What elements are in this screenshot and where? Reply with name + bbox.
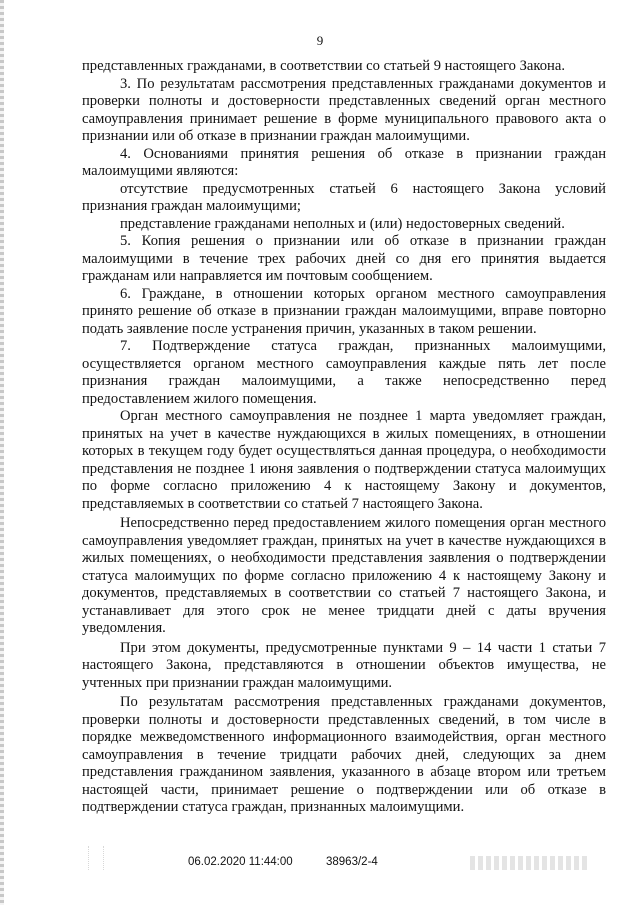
footer-timestamp: 06.02.2020 11:44:00 — [188, 856, 293, 868]
page-number: 9 — [316, 33, 324, 48]
paragraph: 6. Граждане, в отношении которых органом местного самоуправления принято решение об отказе в признании граждан малоимущими, вправе повторно подать заявление после устранения причин, указанных в таком решении. — [82, 285, 606, 337]
paragraph: Орган местного самоуправления не позднее 1 марта уведомляет граждан, принятых на учет в качестве нуждающихся в жилых помещениях, в отношении которых в текущем году будет осуществляться данная процедура, о необходимости представления не позднее 1 июня заявления о подтверждении статуса малоимущих по форме согласно приложению 4 к настоящему Закону и документов, представляемых в соответствии со статьей 7 настоящего Закона. — [82, 408, 606, 512]
paragraph: 3. По результатам рассмотрения представленных гражданами документов и проверки полноты и достоверности представленных сведений орган местного самоуправления принимает решение в форме муниципального правового акта о признании или об отказе в признании граждан малоимущими. — [82, 75, 606, 144]
paragraph: 7. Подтверждение статуса граждан, признанных малоимущими, осуществляется органом местного самоуправления каждые пять лет после признания граждан малоимущими, а также непосредственно перед предоставлением жилого помещения. — [82, 338, 606, 407]
faint-watermark — [470, 856, 590, 870]
paragraph: По результатам рассмотрения представленных гражданами документов, проверки полноты и достоверности представленных сведений, в том числе в порядке межведомственного информационного взаимодействия, орган местного самоуправления в течение тридцати рабочих дней, следующих за днем представления гражданином заявления, указанного в абзаце втором или третьем настоящей части, принимает решение о подтверждении или об отказе в подтверждении статуса граждан, признанных малоимущими. — [82, 694, 606, 815]
paragraph: 5. Копия решения о признании или об отказе в признании граждан малоимущими в течение трех рабочих дней со дня его принятия выдается гражданам или направляется им почтовым сообщением. — [82, 233, 606, 284]
footer-doc-id: 38963/2-4 — [326, 856, 378, 868]
paragraph: представление гражданами неполных и (или) недостоверных сведений. — [120, 215, 565, 232]
scan-edge — [0, 0, 4, 905]
paragraph: представленных гражданами, в соответствии со статьей 9 настоящего Закона. — [82, 58, 565, 74]
paragraph: 4. Основаниями принятия решения об отказе в признании граждан малоимущими являются: — [82, 145, 606, 179]
paragraph: отсутствие предусмотренных статьей 6 настоящего Закона условий признания граждан малоимущими; — [82, 180, 606, 214]
document-body — [82, 58, 606, 817]
paragraph: При этом документы, предусмотренные пунктами 9 – 14 части 1 статьи 7 настоящего Закона, представляются в отношении объектов имущества, не учтенных при признании граждан малоимущими. — [82, 639, 606, 691]
scan-mark — [88, 846, 104, 870]
paragraph: Непосредственно перед предоставлением жилого помещения орган местного самоуправления уведомляет граждан, принятых на учет в качестве нуждающихся в жилых помещениях, о необходимости представления заявления о подтверждении статуса малоимущих по форме согласно приложению 4 к настоящему Закону и документов, представляемых в соответствии со статьей 7 настоящего Закона, и устанавливает для этого срок не менее тридцати дней с даты вручения уведомления. — [82, 515, 606, 636]
